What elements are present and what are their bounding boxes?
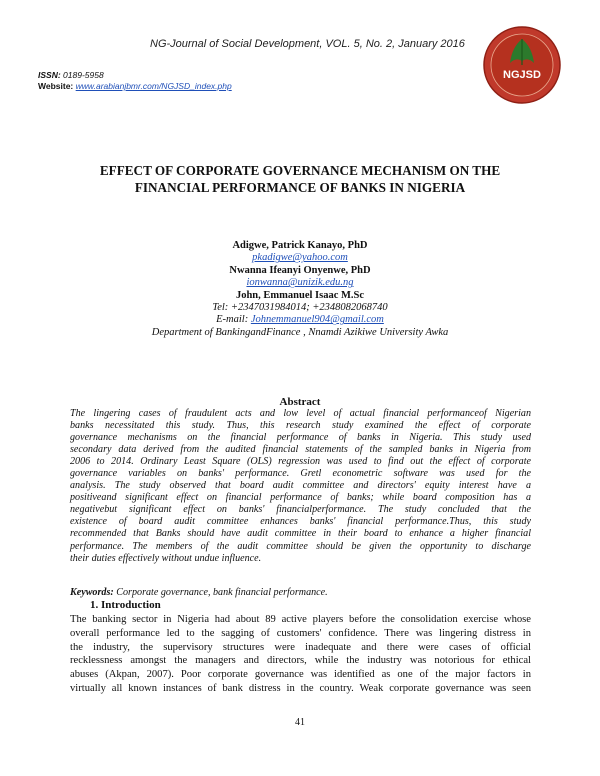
- title-line-2: FINANCIAL PERFORMANCE OF BANKS IN NIGERIA: [134, 180, 466, 195]
- author-email-link[interactable]: ionwanna@unizik.edu.ng: [246, 277, 354, 289]
- abstract-line: 2006 to 2014. Ordinary Least Square (OLS) regression was used to find out the effect of corporate: [70, 456, 531, 468]
- issn-value: 0189-5958: [60, 70, 104, 80]
- issn-label: ISSN:: [38, 70, 61, 80]
- body-line: virtually all known instances of bank distress in the country. Weak corporate governance was seen: [70, 682, 531, 694]
- abstract-heading: Abstract: [279, 396, 321, 408]
- abstract-text: [70, 408, 531, 565]
- journal-logo: [482, 25, 562, 105]
- website-label: Website:: [38, 81, 74, 91]
- keywords-text: Corporate governance, bank financial performance.: [113, 587, 328, 598]
- body-line: overall performance led to the sagging of customers' confidence. There was lingering distress in: [70, 627, 531, 639]
- author-name: Adigwe, Patrick Kanayo, PhD: [232, 240, 368, 251]
- abstract-line: positiveand significant effect on financial performance of banks; while board composition has a: [70, 492, 531, 504]
- author-email-line: [0, 314, 600, 326]
- issn-line: [38, 70, 104, 80]
- journal-header: NG-Journal of Social Development, VOL. 5, No. 2, January 2016: [150, 38, 465, 50]
- abstract-line: performance. The members of the audit committee should be given the opportunity to discharge: [70, 540, 531, 552]
- keywords-line: [70, 587, 328, 598]
- abstract-line: recommended that Banks should have audit committee in their board to enhance a higher financial: [70, 528, 531, 540]
- abstract-line: secondary data derived from the audited financial statements of the sampled banks in Nigeria from: [70, 444, 531, 456]
- author-telephone: Tel: +2347031984014; +2348082068740: [212, 302, 388, 314]
- author-name: Nwanna Ifeanyi Onyenwe, PhD: [229, 264, 371, 276]
- section-heading: 1. Introduction: [90, 599, 161, 611]
- author-name: John, Emmanuel Isaac M.Sc: [235, 289, 365, 301]
- abstract-line: governance variables on banks' performance. Gretl econometric software was used for the: [70, 468, 531, 480]
- body-line: recklessness amongst the managers and directors, while the industry was notorious for ethical: [70, 655, 531, 667]
- author-block: [0, 240, 600, 339]
- page-number: 41: [295, 717, 305, 728]
- title-line-1: EFFECT OF CORPORATE GOVERNANCE MECHANISM ON THE: [99, 163, 501, 178]
- author-email-link[interactable]: pkadigwe@yahoo.com: [252, 252, 348, 264]
- abstract-line: governance mechanisms on the financial performance of banks in Nigeria. This study used: [70, 432, 531, 444]
- abstract-line: The lingering cases of fraudulent acts and low level of actual financial performanceof Nigerian: [70, 408, 531, 419]
- author-affiliation: Department of BankingandFinance , Nnamdi Azikiwe University Awka: [151, 326, 449, 338]
- abstract-line: banks necessitated this study. Thus, this research study examined the effect of corporate: [70, 420, 531, 432]
- paper-title: [60, 162, 540, 196]
- logo-text: NGJSD: [503, 69, 541, 81]
- abstract-line: analysis. The study observed that board audit committee and directors' equity interest have a: [70, 480, 531, 492]
- website-link[interactable]: www.arabianjbmr.com/NGJSD_index.php: [75, 81, 232, 91]
- body-line: the industry, the supervisory structures were inadequate and there were cases of official: [70, 641, 531, 653]
- author-email-link[interactable]: Johnemmanuel904@gmail.com: [250, 314, 384, 326]
- email-label: E-mail:: [216, 314, 251, 326]
- abstract-line: existence of board audit committee enhances banks' financial performance.Thus, this study: [70, 516, 531, 528]
- website-line: [38, 81, 232, 91]
- keywords-label: Keywords:: [70, 587, 114, 598]
- abstract-line: negativebut significant effect on banks' financialperformance. The study concluded that the: [70, 504, 531, 516]
- introduction-text: [70, 613, 531, 696]
- body-line: abuses (Akpan, 2007). Poor corporate governance was identified as one of the major factors in: [70, 669, 531, 681]
- body-line: The banking sector in Nigeria had about 89 active players before the consolidation exercise whose: [70, 614, 531, 625]
- abstract-line: their duties effectively without undue influence.: [70, 552, 262, 564]
